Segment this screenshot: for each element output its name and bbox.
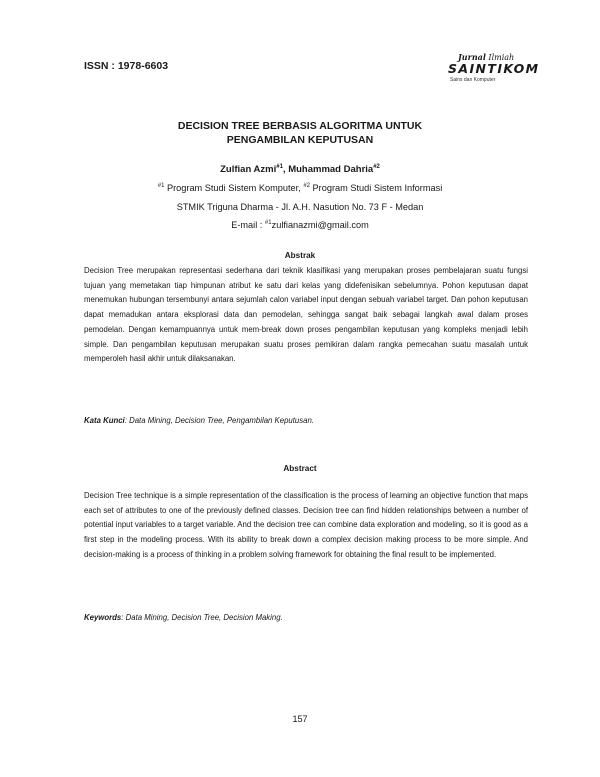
affiliation-line: $^{\#1}$ Program Studi Sistem Komputer, $^{\#2}$ Program Studi Sistem Informasi [157,182,443,193]
journal-logo-tagline: Sains dan Komputer [450,77,496,83]
author-1: Zulfian Azmi [220,164,277,175]
institution-address: STMIK Triguna Dharma - Jl. A.H. Nasution No. 73 F - Medan [176,202,424,212]
kata-kunci: Kata Kunci: Data Mining, Decision Tree, Pengambilan Keputusan. [84,416,314,425]
abstract-heading: Abstract [283,464,317,473]
keywords: Keywords: Data Mining, Decision Tree, Decision Making. [84,613,283,622]
paper-title-line2: PENGAMBILAN KEPUTUSAN [226,134,374,146]
abstract-body: Decision Tree technique is a simple representation of the classification is the process of learning an objective function that maps each set of attributes to one of the previously defined classes. Decision tree can find hidden relationships between a number of potential input variables to a target variable. And the decision tree can combine data exploration and modeling, so it is good as a first step in the modeling process. With its ability to break down a complex decision making process to be more simple. And decision-making is a process of thinking in a problem solving framework for obtaining the final result to be implemented. [84,491,528,559]
author-2: Muhammad Dahria [288,164,374,175]
email-address: zulfianazmi@gmail.com [271,220,369,230]
email-line: E-mail : $^{\#1}$zulfianazmi@gmail.com [231,219,369,230]
page-number: 157 [292,714,308,724]
journal-logo-name: SAINTIKOM [448,61,540,76]
abstrak-body: Decision Tree merupakan representasi sederhana dari teknik klasifikasi yang merupakan proses pembelajaran suatu fungsi tujuan yang memetakan tiap himpunan atribut ke satu dari kelas yang didefenisikan sebelumnya. Pohon keputusan dapat menemukan hubungan tersembunyi antara sejumlah calon variabel input dengan sebuah variabel target. Dan pohon keputusan dapat memadukan antara eksplorasi data dan pemodelan, sehingga sangat baik sebagai langkah awal dalam proses pemodelan. Dengan kemampuannya untuk mem-break down proses pengambilan keputusan yang kompleks menjadi lebih simple. Dan pengambilan keputusan merupakan suatu proses pemikiran dalam rangka pemecahan suatu masalah untuk memperoleh hasil akhir untuk dilaksanakan. [84,266,528,364]
journal-logo-top: Jurnal Ilmiah [458,52,515,62]
abstrak-heading: Abstrak [284,251,316,260]
journal-logo [448,52,540,88]
issn-label: ISSN : 1978-6603 [84,60,169,72]
paper-title-line1: DECISION TREE BERBASIS ALGORITMA UNTUK [177,120,423,132]
author-line: Zulfian Azmi$^{\#1}$, Muhammad Dahria$^{\#2}$ [220,163,380,175]
